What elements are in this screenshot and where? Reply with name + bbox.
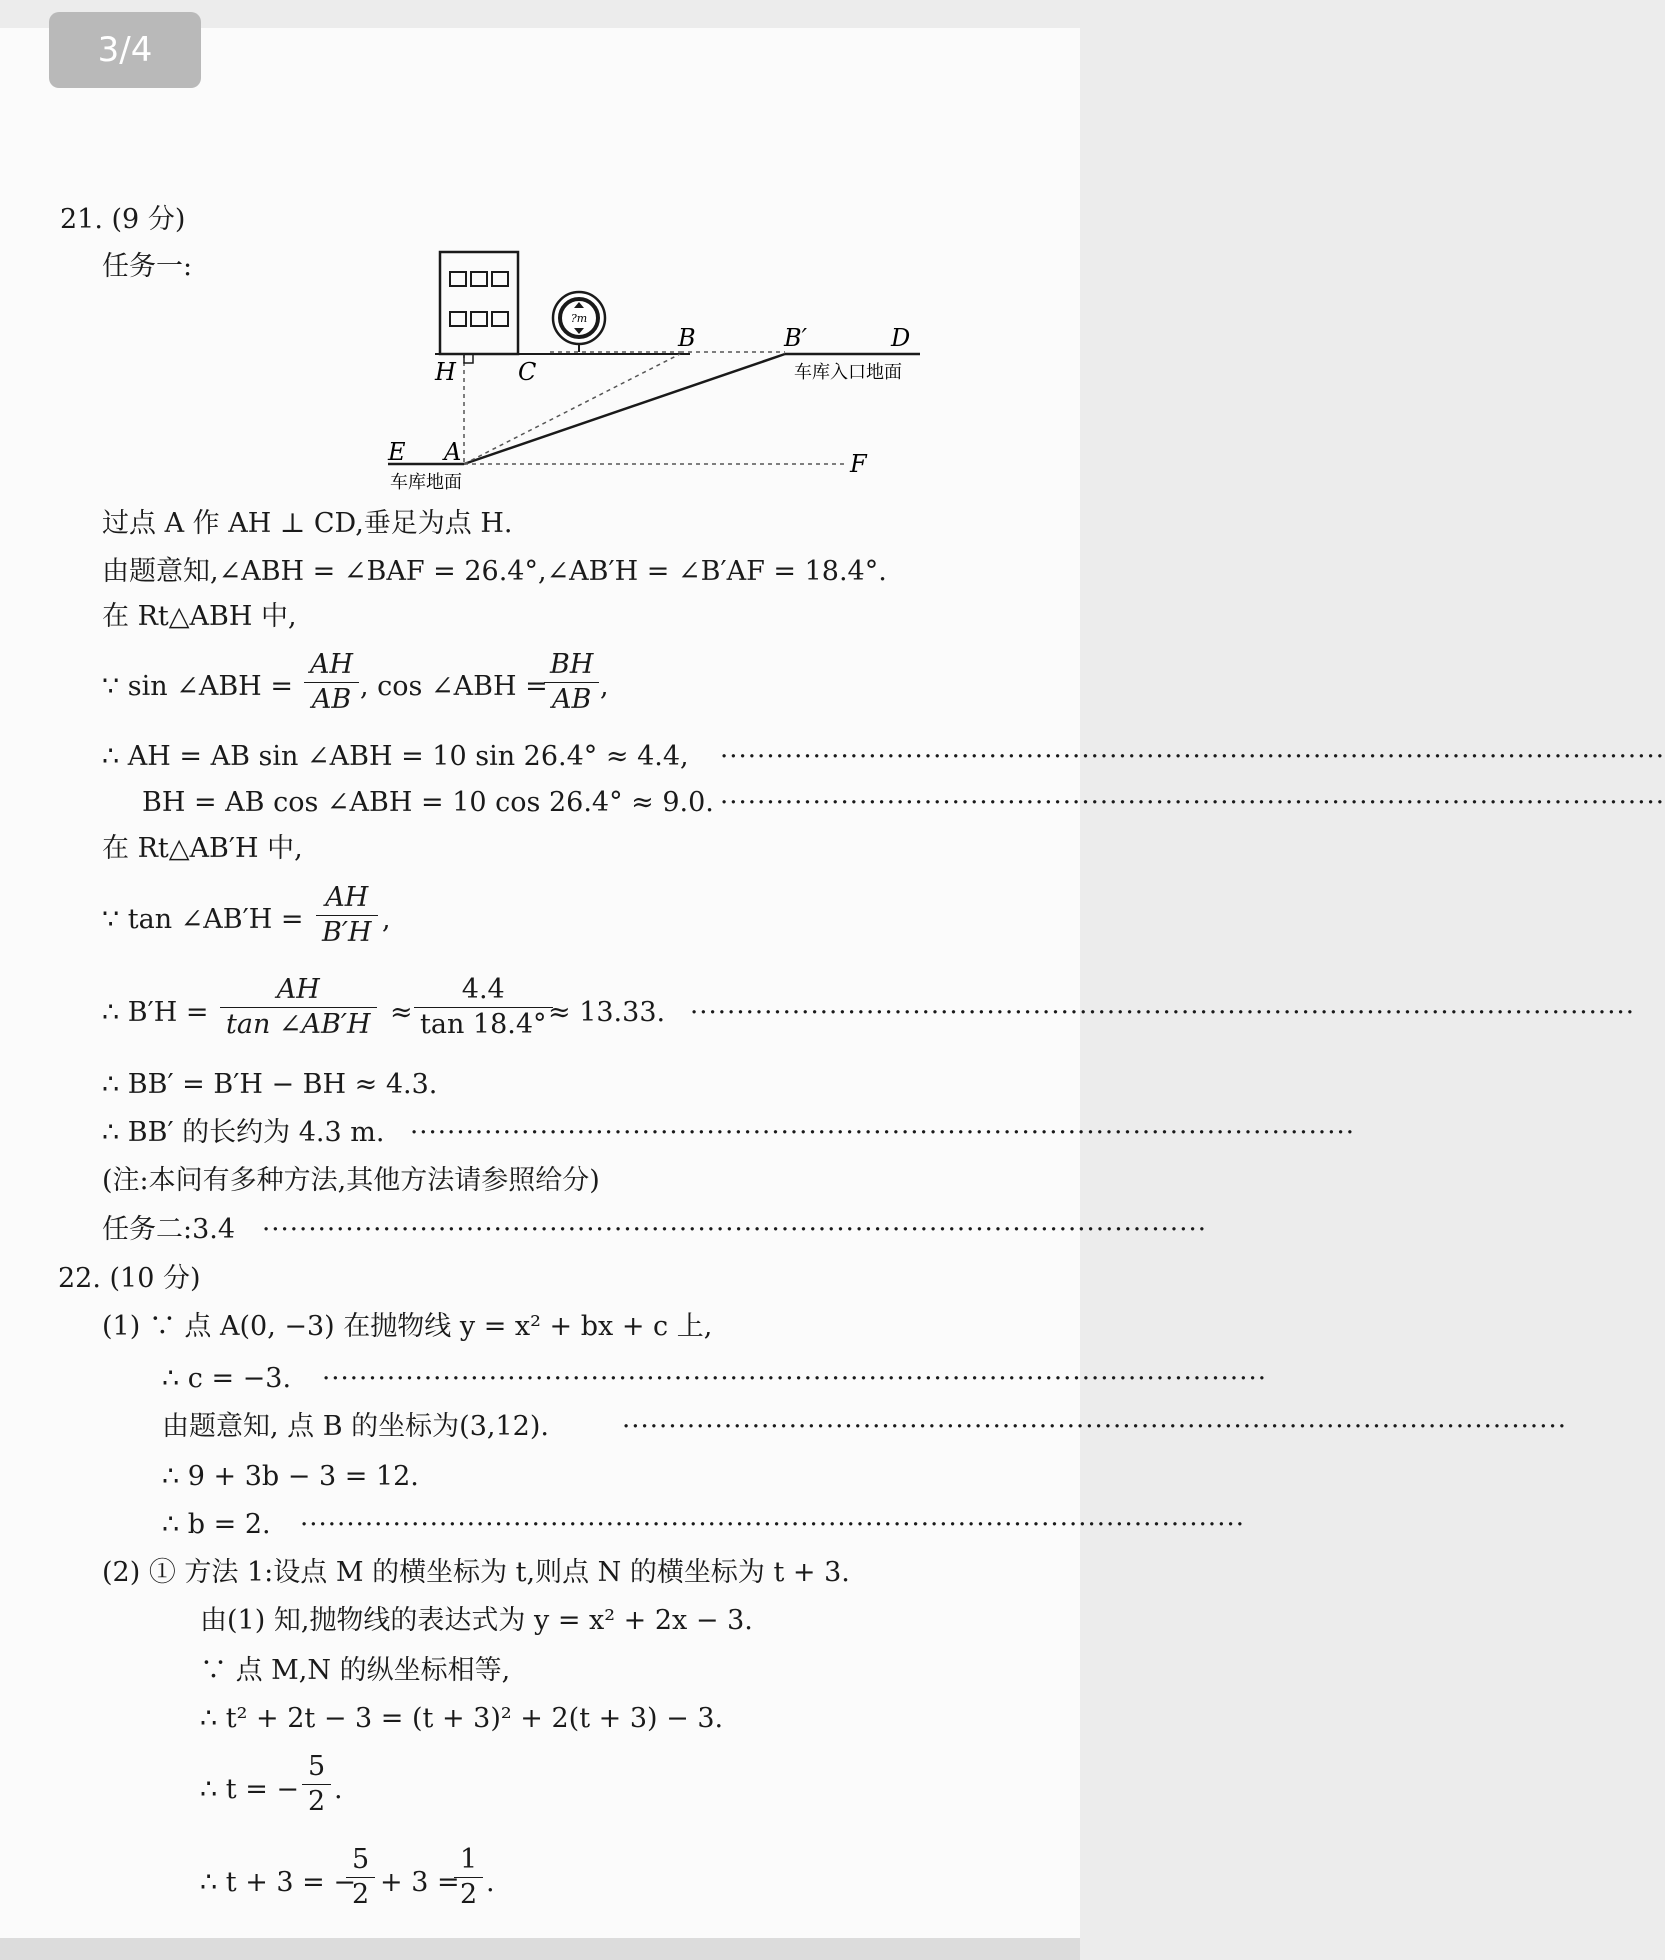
q21-line-8a: ∵ tan ∠AB′H = xyxy=(102,904,304,935)
fraction-ah-ab: $\frac{AH}{AB}$ xyxy=(304,648,359,717)
svg-text:F: F xyxy=(850,450,867,478)
q22-line-10b: . xyxy=(334,1774,343,1805)
q22-line-10a: ∴ t = − xyxy=(200,1774,300,1805)
q22-line-7: 由(1) 知,抛物线的表达式为 y = x² + 2x − 3. xyxy=(200,1605,753,1636)
fraction-5-2: $\frac{5}{2}$ xyxy=(346,1843,375,1912)
svg-text:E: E xyxy=(388,438,406,466)
q22-line-2: ∴ c = −3. xyxy=(162,1363,292,1394)
q21-line-9a: ∴ B′H = xyxy=(102,997,209,1028)
q21-line-2: 由题意知,∠ABH = ∠BAF = 26.4°,∠AB′H = ∠B′AF = 18.4°. xyxy=(102,556,887,587)
svg-text:车库入口地面: 车库入口地面 xyxy=(794,362,902,383)
svg-text:C: C xyxy=(518,358,537,386)
svg-text:车库地面: 车库地面 xyxy=(390,472,462,493)
score-dots: ······································································································ xyxy=(690,998,1635,1028)
bottom-bar xyxy=(0,1938,1080,1960)
page-indicator: 3/4 xyxy=(49,12,201,88)
q21-line-11: ∴ BB′ 的长约为 4.3 m. xyxy=(102,1117,385,1148)
fraction-bh-ab: $\frac{BH}{AB}$ xyxy=(544,648,599,717)
score-dots: ······································································································ xyxy=(720,788,1665,818)
svg-text:B: B xyxy=(678,324,696,352)
q22-line-9: ∴ t² + 2t − 3 = (t + 3)² + 2(t + 3) − 3. xyxy=(200,1703,724,1734)
building-windows xyxy=(450,272,508,326)
score-dots: ······································································································ xyxy=(262,1215,1207,1245)
q21-line-5: ∴ AH = AB sin ∠ABH = 10 sin 26.4° ≈ 4.4, xyxy=(102,741,689,772)
fraction-44-tan: $\frac{4.4}{\tan 18.4^\circ}$ xyxy=(414,973,553,1042)
q22-line-11b: + 3 = xyxy=(380,1867,460,1898)
q22-line-11a: ∴ t + 3 = − xyxy=(200,1867,356,1898)
building xyxy=(440,252,518,354)
q21-line-9c: ≈ 13.33. xyxy=(548,997,666,1028)
fraction-1-2: $\frac{1}{2}$ xyxy=(454,1843,483,1912)
svg-text:?m: ?m xyxy=(570,312,588,325)
q22-line-5: ∴ b = 2. xyxy=(162,1509,271,1540)
q22-line-1: (1) ∵ 点 A(0, −3) 在抛物线 y = x² + bx + c 上, xyxy=(102,1311,713,1342)
q21-line-10: ∴ BB′ = B′H − BH ≈ 4.3. xyxy=(102,1069,438,1100)
height-limit-sign-icon xyxy=(553,292,605,352)
q21-header: 21. (9 分) xyxy=(60,204,186,235)
q21-line-4c: , xyxy=(600,671,609,702)
q22-line-6: (2) ① 方法 1:设点 M 的横坐标为 t,则点 N 的横坐标为 t + 3. xyxy=(102,1557,850,1588)
score-dots: ······································································································ xyxy=(410,1118,1355,1148)
score-dots: ······································································································ xyxy=(322,1364,1267,1394)
svg-text:H: H xyxy=(435,358,456,386)
task1-label: 任务一: xyxy=(102,251,193,282)
q21-line-8b: , xyxy=(382,904,391,935)
svg-text:B′: B′ xyxy=(784,324,808,352)
score-dots: ······································································································ xyxy=(720,742,1665,772)
fraction-ah-bh: $\frac{AH}{B'H}$ xyxy=(316,881,378,950)
fraction-5-2: $\frac{5}{2}$ xyxy=(302,1750,331,1819)
score-dots: ······································································································ xyxy=(622,1412,1567,1442)
q22-line-8: ∵ 点 M,N 的纵坐标相等, xyxy=(200,1655,511,1686)
q22-line-3: 由题意知, 点 B 的坐标为(3,12). xyxy=(162,1411,549,1442)
score-dots: ······································································································ xyxy=(300,1510,1245,1540)
q21-line-4b: , cos ∠ABH = xyxy=(360,671,548,702)
svg-text:D: D xyxy=(891,324,911,352)
q22-header: 22. (10 分) xyxy=(58,1263,201,1294)
garage-figure xyxy=(380,248,940,498)
q21-note: (注:本问有多种方法,其他方法请参照给分) xyxy=(102,1165,600,1196)
q22-line-4: ∴ 9 + 3b − 3 = 12. xyxy=(162,1461,419,1492)
q21-line-4a: ∵ sin ∠ABH = xyxy=(102,671,293,702)
q21-task2: 任务二:3.4 xyxy=(102,1214,236,1245)
q21-line-9b: ≈ xyxy=(390,997,413,1028)
q22-line-11c: . xyxy=(486,1867,495,1898)
q21-line-1: 过点 A 作 AH ⊥ CD,垂足为点 H. xyxy=(102,508,513,539)
fraction-ah-tan: $\frac{AH}{\tan \angle AB'H}$ xyxy=(220,973,377,1042)
q21-line-6: BH = AB cos ∠ABH = 10 cos 26.4° ≈ 9.0. xyxy=(142,787,714,818)
svg-text:A: A xyxy=(444,438,462,466)
q21-line-3: 在 Rt△ABH 中, xyxy=(102,601,297,632)
q21-line-7: 在 Rt△AB′H 中, xyxy=(102,833,303,864)
